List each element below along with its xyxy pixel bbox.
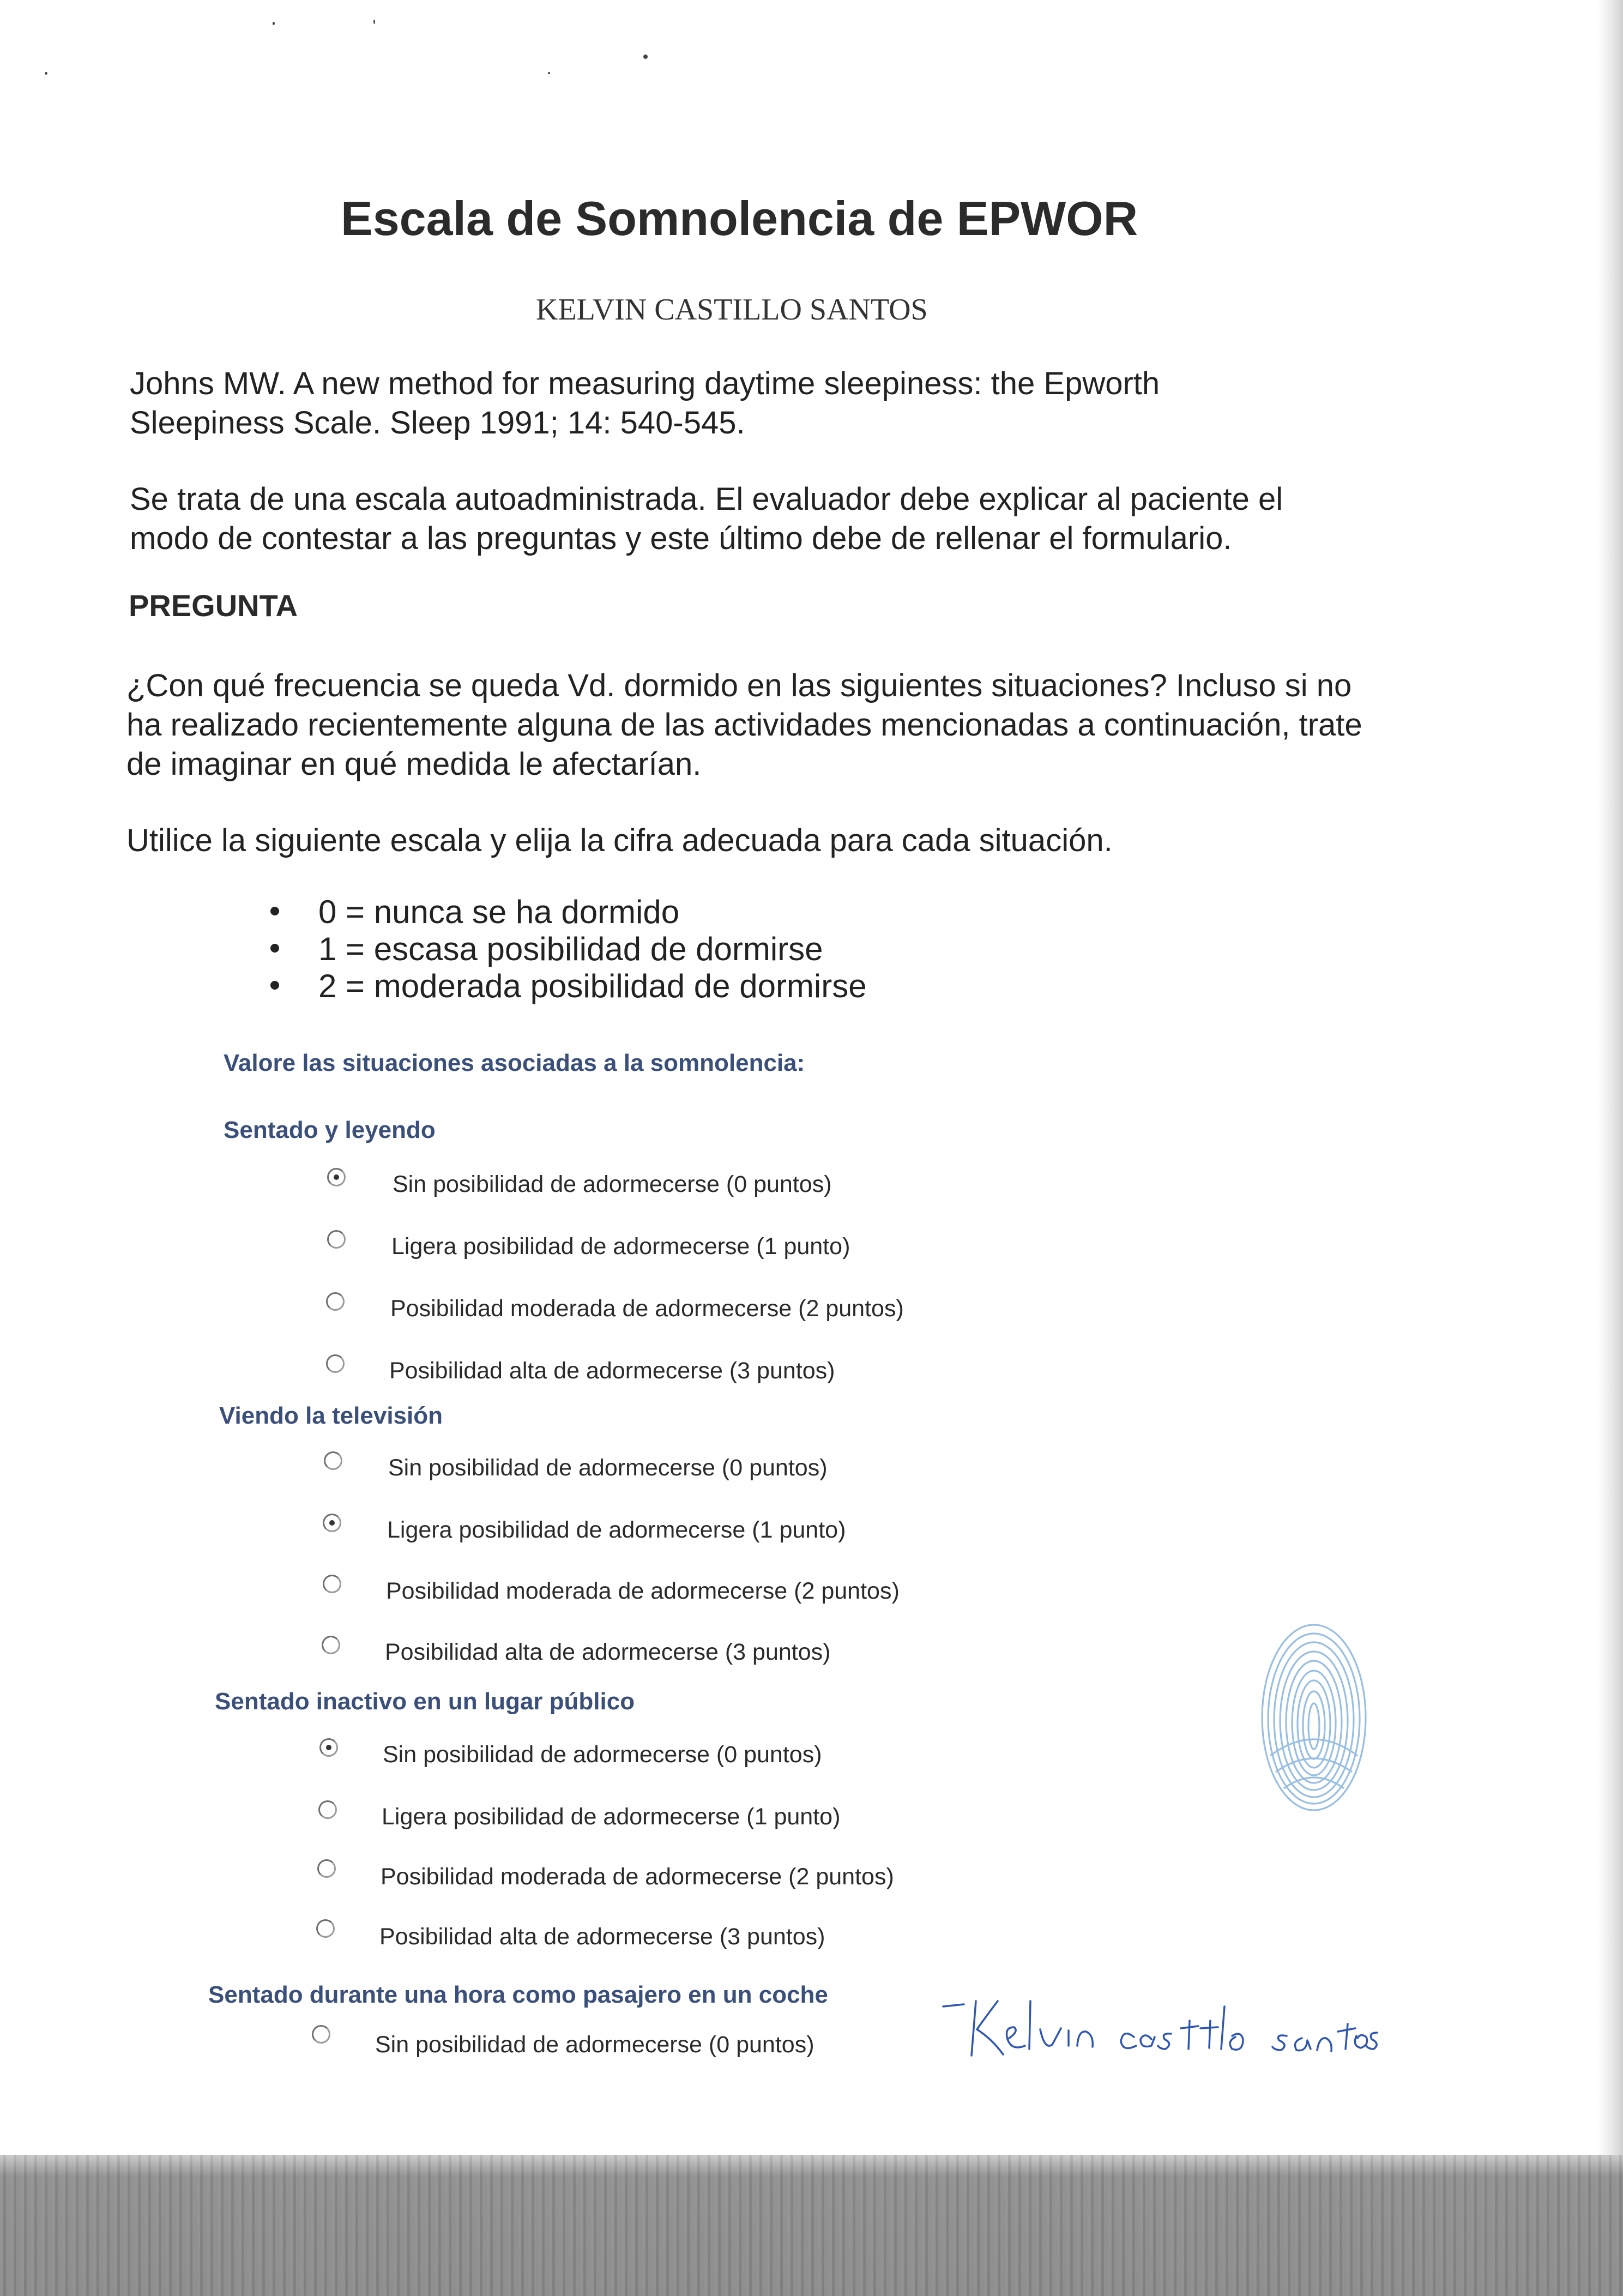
handwritten-signature <box>938 1985 1385 2066</box>
bullet-icon <box>270 944 279 953</box>
radio-tv-0[interactable] <box>324 1451 342 1470</box>
radio-public-3[interactable] <box>316 1919 335 1938</box>
question-heading: PREGUNTA <box>129 588 298 623</box>
scan-speck <box>548 72 550 74</box>
option-label: Sin posibilidad de adormecerse (0 puntos) <box>383 1741 822 1768</box>
scale-item-label: 1 = escasa posibilidad de dormirse <box>318 931 823 967</box>
radio-car-0[interactable] <box>312 2025 330 2044</box>
scan-speck <box>273 22 275 25</box>
radio-tv-1[interactable] <box>323 1514 341 1532</box>
option-label: Ligera posibilidad de adormecerse (1 punto) <box>387 1517 846 1543</box>
scale-item-2 <box>270 967 867 1005</box>
scan-speck <box>45 72 47 75</box>
option-label: Sin posibilidad de adormecerse (0 puntos) <box>393 1171 832 1197</box>
scan-speck <box>373 20 375 24</box>
scale-item-1 <box>270 930 823 968</box>
form-heading: Valore las situaciones asociadas a la somnolencia: <box>224 1050 805 1076</box>
option-label: Posibilidad moderada de adormecerse (2 puntos) <box>386 1578 900 1604</box>
section-title-tv: Viendo la televisión <box>219 1402 443 1429</box>
option-label: Sin posibilidad de adormecerse (0 puntos) <box>375 2032 814 2058</box>
bullet-icon <box>270 907 279 915</box>
radio-public-2[interactable] <box>317 1859 336 1878</box>
scale-instruction: Utilice la siguiente escala y elija la cifra adecuada para cada situación. <box>126 823 1113 858</box>
radio-reading-1[interactable] <box>327 1230 346 1249</box>
radio-tv-3[interactable] <box>322 1636 340 1654</box>
reference-text: Johns MW. A new method for measuring daytime sleepiness: the Epworth Sleepiness Scale. Sleep 1991; 14: 540-545. <box>130 366 1160 441</box>
section-title-public-place: Sentado inactivo en un lugar público <box>215 1688 635 1715</box>
intro-text: Se trata de una escala autoadministrada. El evaluador debe explicar al paciente el modo de contestar a las preguntas y este último debe de rellenar el formulario. <box>130 481 1283 556</box>
radio-reading-2[interactable] <box>326 1292 345 1311</box>
bullet-icon <box>270 981 279 990</box>
scale-item-label: 2 = moderada posibilidad de dormirse <box>318 968 867 1004</box>
radio-public-1[interactable] <box>318 1800 337 1819</box>
radio-reading-0[interactable] <box>327 1168 346 1186</box>
option-label: Ligera posibilidad de adormecerse (1 punto) <box>382 1804 841 1830</box>
author-name: KELVIN CASTILLO SANTOS <box>536 293 928 327</box>
scale-item-label: 0 = nunca se ha dormido <box>318 894 680 930</box>
scan-speck <box>643 55 648 59</box>
option-label: Posibilidad moderada de adormecerse (2 puntos) <box>390 1295 904 1322</box>
radio-public-0[interactable] <box>319 1738 338 1757</box>
option-label: Sin posibilidad de adormecerse (0 puntos) <box>388 1455 828 1481</box>
page-title: Escala de Somnolencia de EPWOR <box>341 191 1138 245</box>
radio-reading-3[interactable] <box>326 1354 345 1373</box>
option-label: Ligera posibilidad de adormecerse (1 punto) <box>391 1233 850 1260</box>
radio-tv-2[interactable] <box>323 1575 341 1593</box>
option-label: Posibilidad moderada de adormecerse (2 puntos) <box>381 1864 894 1890</box>
scale-item-0 <box>270 893 679 931</box>
page-edge-shadow <box>1598 0 1623 2165</box>
section-title-reading: Sentado y leyendo <box>224 1117 436 1143</box>
option-label: Posibilidad alta de adormecerse (3 puntos) <box>385 1639 831 1665</box>
section-title-car-passenger: Sentado durante una hora como pasajero en un coche <box>208 1981 828 2008</box>
fingerprint-icon <box>1259 1619 1368 1816</box>
scanner-background <box>0 2155 1623 2296</box>
option-label: Posibilidad alta de adormecerse (3 puntos) <box>389 1358 835 1384</box>
question-text: ¿Con qué frecuencia se queda Vd. dormido en las siguientes situaciones? Incluso si no ha realizado recientemente alguna de las actividades mencionadas a continuación, trate de imaginar en qué medida le afectarían. <box>126 668 1362 782</box>
option-label: Posibilidad alta de adormecerse (3 puntos) <box>379 1924 825 1950</box>
